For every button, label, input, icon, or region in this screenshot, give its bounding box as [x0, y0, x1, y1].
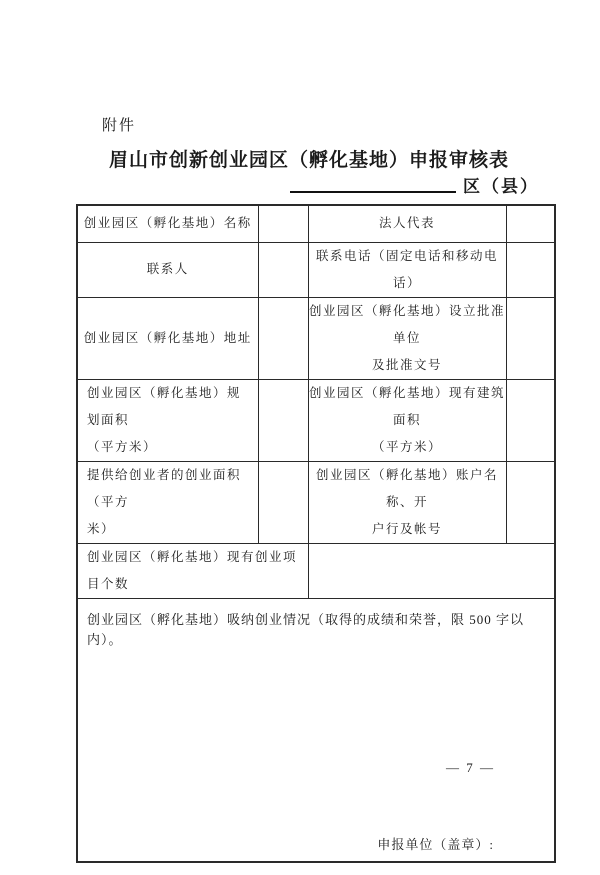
region-blank-underline[interactable]	[290, 191, 456, 193]
approval-unit-label: 创业园区（孵化基地）设立批准单位 及批准文号	[308, 297, 506, 379]
situation-label: 创业园区（孵化基地）吸纳创业情况（取得的成绩和荣誉，限 500 字以内）。	[87, 611, 525, 647]
legal-representative-input-cell[interactable]	[506, 205, 555, 242]
park-name-input-cell[interactable]	[258, 205, 308, 242]
planned-area-input-cell[interactable]	[258, 379, 308, 461]
building-area-label: 创业园区（孵化基地）现有建筑面积 （平方米）	[308, 379, 506, 461]
project-count-input-cell[interactable]	[308, 543, 555, 598]
approval-unit-input-cell[interactable]	[506, 297, 555, 379]
region-label: 区（县）	[463, 177, 539, 196]
table-row	[77, 598, 555, 862]
account-info-label: 创业园区（孵化基地）账户名称、开 户行及帐号	[308, 461, 506, 543]
provided-area-label: 提供给创业者的创业面积（平方 米）	[77, 461, 258, 543]
planned-area-label: 创业园区（孵化基地）规划面积 （平方米）	[77, 379, 258, 461]
provided-area-input-cell[interactable]	[258, 461, 308, 543]
region-line	[290, 178, 539, 195]
contact-person-label: 联系人	[77, 242, 258, 297]
contact-phone-label: 联系电话（固定电话和移动电话）	[308, 242, 506, 297]
table-row	[77, 461, 555, 543]
legal-representative-label: 法人代表	[308, 205, 506, 242]
page-title: 眉山市创新创业园区（孵化基地）申报审核表	[108, 150, 509, 171]
park-address-label: 创业园区（孵化基地）地址	[77, 297, 258, 379]
account-info-input-cell[interactable]	[506, 461, 555, 543]
attachment-label: 附件	[102, 118, 137, 134]
park-name-label: 创业园区（孵化基地）名称	[77, 205, 258, 242]
situation-cell[interactable]	[77, 598, 555, 862]
table-row	[77, 205, 555, 242]
table-row	[77, 379, 555, 461]
project-count-label: 创业园区（孵化基地）现有创业项目个数	[77, 543, 308, 598]
declare-unit-label: 申报单位（盖章）:	[377, 837, 494, 852]
table-row	[77, 543, 555, 598]
park-address-input-cell[interactable]	[258, 297, 308, 379]
contact-person-input-cell[interactable]	[258, 242, 308, 297]
building-area-input-cell[interactable]	[506, 379, 555, 461]
page-number: — 7 —	[446, 760, 495, 775]
table-row	[77, 242, 555, 297]
table-row	[77, 297, 555, 379]
contact-phone-input-cell[interactable]	[506, 242, 555, 297]
